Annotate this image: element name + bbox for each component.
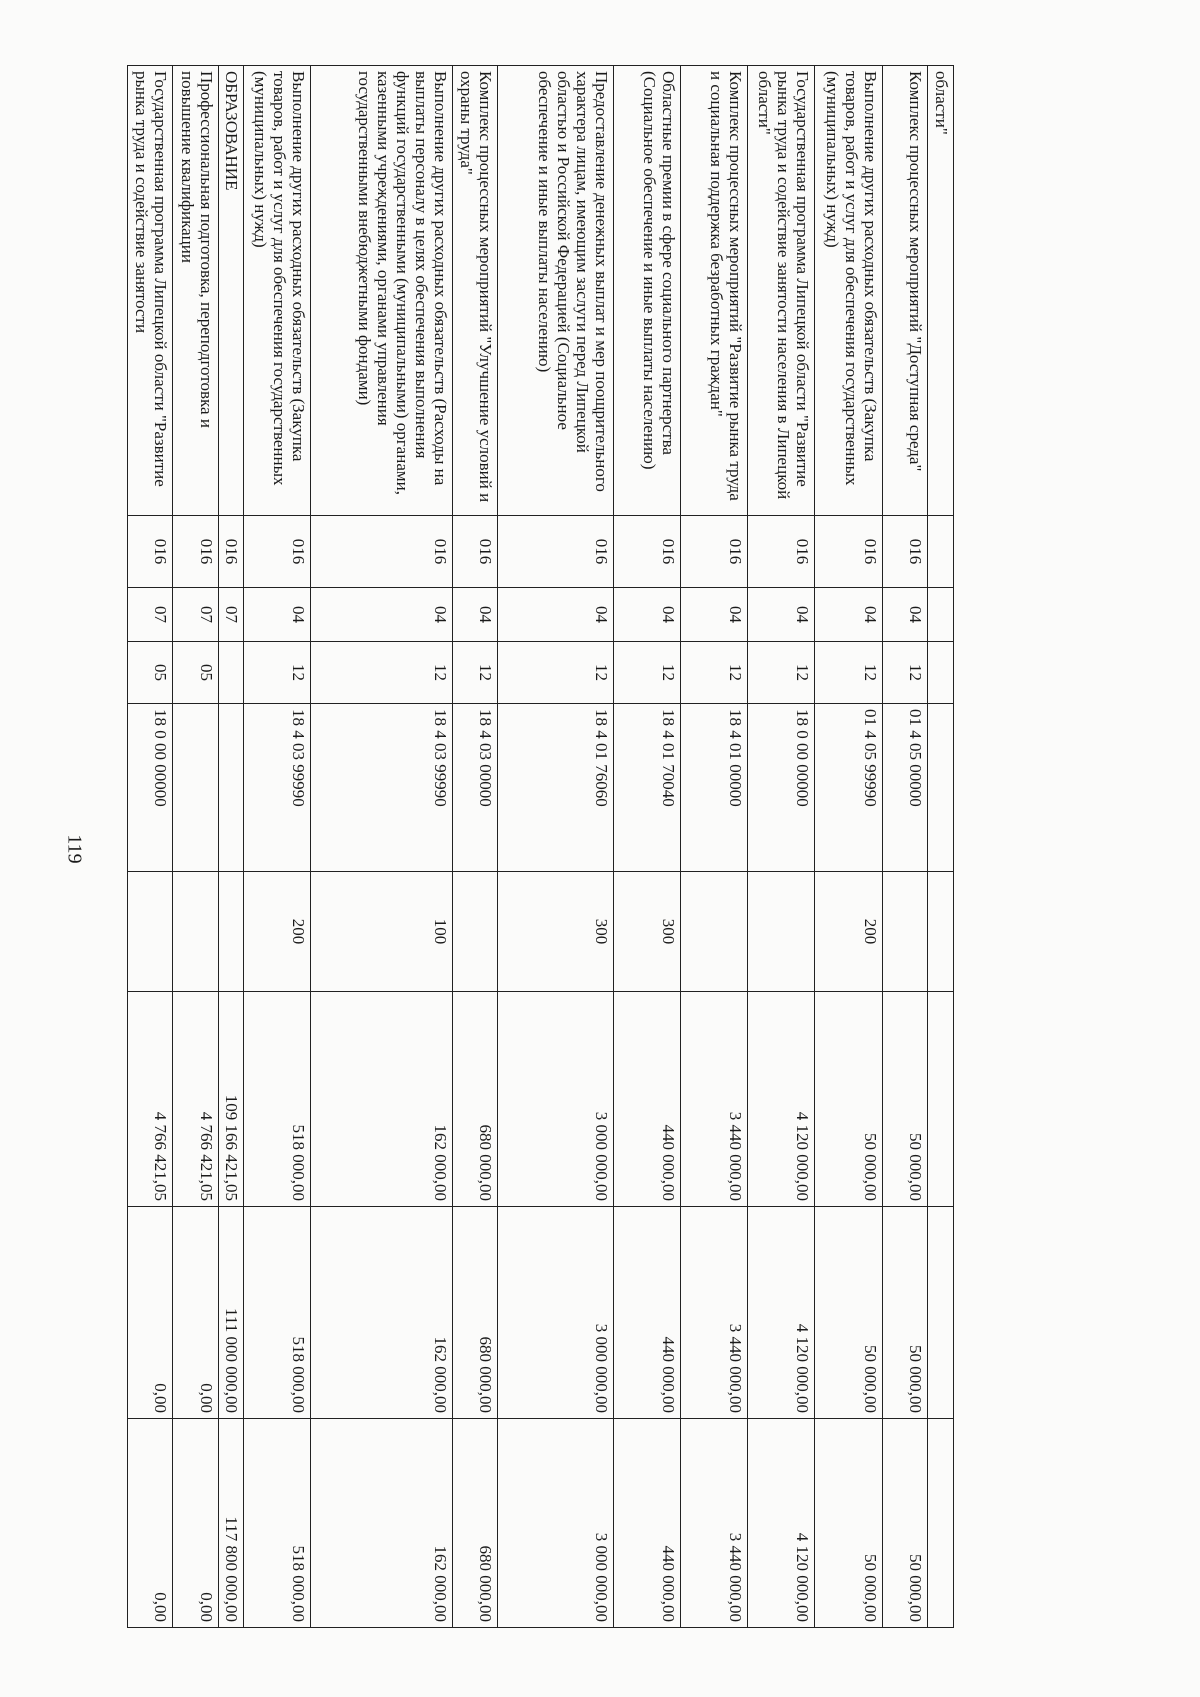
ved-cell: 016 xyxy=(218,516,243,588)
pr-cell xyxy=(927,642,953,704)
csr-cell: 18 4 01 76060 xyxy=(498,704,614,872)
year3-amount-cell: 50 000,00 xyxy=(815,1419,882,1628)
year2-amount-cell: 111 000 000,00 xyxy=(218,1207,243,1419)
year3-amount-cell: 4 120 000,00 xyxy=(748,1419,815,1628)
ved-cell: 016 xyxy=(243,516,310,588)
budget-table xyxy=(127,65,954,1628)
rz-cell: 07 xyxy=(173,588,218,642)
year2-amount-cell: 0,00 xyxy=(173,1207,218,1419)
year2-amount-cell: 50 000,00 xyxy=(815,1207,882,1419)
year3-amount-cell: 518 000,00 xyxy=(243,1419,310,1628)
year2-amount-cell: 3 000 000,00 xyxy=(498,1207,614,1419)
rz-cell xyxy=(927,588,953,642)
csr-cell: 18 4 03 99990 xyxy=(243,704,310,872)
page-number: 119 xyxy=(63,834,86,864)
rz-cell: 04 xyxy=(243,588,310,642)
rz-cell: 04 xyxy=(311,588,453,642)
table-row xyxy=(927,66,953,1628)
vr-cell: 100 xyxy=(311,872,453,992)
ved-cell: 016 xyxy=(882,516,927,588)
year1-amount-cell: 3 440 000,00 xyxy=(680,992,747,1207)
table-row xyxy=(498,66,614,1628)
rz-cell: 04 xyxy=(452,588,497,642)
table-row xyxy=(452,66,497,1628)
pr-cell: 12 xyxy=(680,642,747,704)
year1-amount-cell: 680 000,00 xyxy=(452,992,497,1207)
pr-cell: 12 xyxy=(882,642,927,704)
vr-cell xyxy=(452,872,497,992)
row-name-cell: Государственная программа Липецкой области "Развитие рынка труда и содействие занятости xyxy=(128,66,173,516)
table-row xyxy=(680,66,747,1628)
year1-amount-cell: 50 000,00 xyxy=(815,992,882,1207)
ved-cell: 016 xyxy=(680,516,747,588)
pr-cell xyxy=(218,642,243,704)
row-name-cell: Профессиональная подготовка, переподготовка и повышение квалификации xyxy=(173,66,218,516)
ved-cell: 016 xyxy=(613,516,680,588)
rz-cell: 04 xyxy=(680,588,747,642)
year2-amount-cell: 680 000,00 xyxy=(452,1207,497,1419)
row-name-cell: Выполнение других расходных обязательств (Закупка товаров, работ и услуг для обеспечения государственных (муниципальных) нужд) xyxy=(815,66,882,516)
table-row xyxy=(218,66,243,1628)
vr-cell: 300 xyxy=(498,872,614,992)
ved-cell: 016 xyxy=(128,516,173,588)
row-name-cell: Государственная программа Липецкой области "Развитие рынка труда и содействие занятости населения в Липецкой области" xyxy=(748,66,815,516)
year3-amount-cell: 162 000,00 xyxy=(311,1419,453,1628)
ved-cell: 016 xyxy=(815,516,882,588)
year1-amount-cell: 50 000,00 xyxy=(882,992,927,1207)
rz-cell: 07 xyxy=(128,588,173,642)
csr-cell: 01 4 05 99990 xyxy=(815,704,882,872)
table-row xyxy=(815,66,882,1628)
year1-amount-cell: 440 000,00 xyxy=(613,992,680,1207)
ved-cell xyxy=(927,516,953,588)
vr-cell xyxy=(680,872,747,992)
rz-cell: 04 xyxy=(613,588,680,642)
row-name-cell: Комплекс процессных мероприятий "Улучшение условий и охраны труда" xyxy=(452,66,497,516)
csr-cell: 01 4 05 00000 xyxy=(882,704,927,872)
csr-cell: 18 4 01 70040 xyxy=(613,704,680,872)
pr-cell: 12 xyxy=(498,642,614,704)
csr-cell xyxy=(173,704,218,872)
vr-cell: 200 xyxy=(815,872,882,992)
csr-cell xyxy=(218,704,243,872)
table-row xyxy=(311,66,453,1628)
vr-cell xyxy=(173,872,218,992)
year1-amount-cell xyxy=(927,992,953,1207)
vr-cell xyxy=(748,872,815,992)
ved-cell: 016 xyxy=(452,516,497,588)
vr-cell: 200 xyxy=(243,872,310,992)
csr-cell xyxy=(927,704,953,872)
csr-cell: 18 0 00 00000 xyxy=(128,704,173,872)
year2-amount-cell: 50 000,00 xyxy=(882,1207,927,1419)
year1-amount-cell: 162 000,00 xyxy=(311,992,453,1207)
pr-cell: 12 xyxy=(311,642,453,704)
rz-cell: 04 xyxy=(882,588,927,642)
year1-amount-cell: 109 166 421,05 xyxy=(218,992,243,1207)
row-name-cell: Областные премии в сфере социального партнерства (Социальное обеспечение и иные выплаты населению) xyxy=(613,66,680,516)
csr-cell: 18 4 01 00000 xyxy=(680,704,747,872)
pr-cell: 12 xyxy=(613,642,680,704)
year3-amount-cell: 0,00 xyxy=(128,1419,173,1628)
year1-amount-cell: 518 000,00 xyxy=(243,992,310,1207)
row-name-cell: Комплекс процессных мероприятий "Развитие рынка труда и социальная поддержка безработных граждан" xyxy=(680,66,747,516)
year1-amount-cell: 4 120 000,00 xyxy=(748,992,815,1207)
row-name-cell: Выполнение других расходных обязательств (Расходы на выплаты персоналу в целях обеспечения выполнения функций государственными (муниципальными) органами, казенными учреждениями, органами управления государственными внебюджетными фондами) xyxy=(311,66,453,516)
year3-amount-cell: 0,00 xyxy=(173,1419,218,1628)
year3-amount-cell: 440 000,00 xyxy=(613,1419,680,1628)
vr-cell xyxy=(218,872,243,992)
year2-amount-cell: 4 120 000,00 xyxy=(748,1207,815,1419)
vr-cell xyxy=(128,872,173,992)
year1-amount-cell: 4 766 421,05 xyxy=(173,992,218,1207)
table-row xyxy=(173,66,218,1628)
year3-amount-cell: 117 800 000,00 xyxy=(218,1419,243,1628)
year3-amount-cell: 3 000 000,00 xyxy=(498,1419,614,1628)
table-row xyxy=(128,66,173,1628)
table-row xyxy=(748,66,815,1628)
year2-amount-cell: 3 440 000,00 xyxy=(680,1207,747,1419)
ved-cell: 016 xyxy=(173,516,218,588)
pr-cell: 12 xyxy=(748,642,815,704)
row-name-cell: области" xyxy=(927,66,953,516)
row-name-cell: ОБРАЗОВАНИЕ xyxy=(218,66,243,516)
ved-cell: 016 xyxy=(311,516,453,588)
year1-amount-cell: 4 766 421,05 xyxy=(128,992,173,1207)
table-row xyxy=(243,66,310,1628)
rz-cell: 04 xyxy=(498,588,614,642)
year2-amount-cell: 518 000,00 xyxy=(243,1207,310,1419)
pr-cell: 12 xyxy=(452,642,497,704)
rz-cell: 04 xyxy=(748,588,815,642)
csr-cell: 18 4 03 99990 xyxy=(311,704,453,872)
year3-amount-cell xyxy=(927,1419,953,1628)
pr-cell: 12 xyxy=(815,642,882,704)
table-row xyxy=(613,66,680,1628)
csr-cell: 18 0 00 00000 xyxy=(748,704,815,872)
pr-cell: 05 xyxy=(128,642,173,704)
pr-cell: 12 xyxy=(243,642,310,704)
ved-cell: 016 xyxy=(498,516,614,588)
year3-amount-cell: 680 000,00 xyxy=(452,1419,497,1628)
vr-cell xyxy=(882,872,927,992)
row-name-cell: Предоставление денежных выплат и мер поощрительного характера лицам, имеющим заслуги перед Липецкой областью и Российской Федерацией (Социальное обеспечение и иные выплаты населению) xyxy=(498,66,614,516)
csr-cell: 18 4 03 00000 xyxy=(452,704,497,872)
pr-cell: 05 xyxy=(173,642,218,704)
year1-amount-cell: 3 000 000,00 xyxy=(498,992,614,1207)
year3-amount-cell: 50 000,00 xyxy=(882,1419,927,1628)
year3-amount-cell: 3 440 000,00 xyxy=(680,1419,747,1628)
row-name-cell: Комплекс процессных мероприятий "Доступная среда" xyxy=(882,66,927,516)
year2-amount-cell: 440 000,00 xyxy=(613,1207,680,1419)
vr-cell: 300 xyxy=(613,872,680,992)
row-name-cell: Выполнение других расходных обязательств (Закупка товаров, работ и услуг для обеспечения государственных (муниципальных) нужд) xyxy=(243,66,310,516)
rz-cell: 04 xyxy=(815,588,882,642)
year2-amount-cell: 0,00 xyxy=(128,1207,173,1419)
year2-amount-cell xyxy=(927,1207,953,1419)
budget-table-body xyxy=(128,66,954,1628)
rotated-table-area xyxy=(127,65,954,1627)
vr-cell xyxy=(927,872,953,992)
ved-cell: 016 xyxy=(748,516,815,588)
rz-cell: 07 xyxy=(218,588,243,642)
table-row xyxy=(882,66,927,1628)
year2-amount-cell: 162 000,00 xyxy=(311,1207,453,1419)
